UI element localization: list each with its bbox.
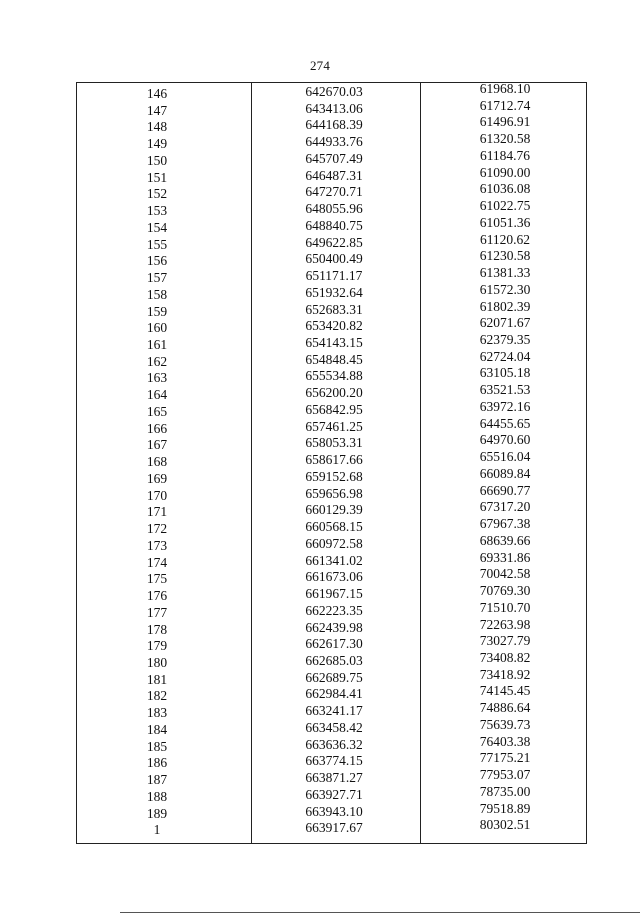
x-coordinate-cell: 663774.15: [305, 753, 363, 769]
y-coordinate-cell: 61496.91: [479, 114, 531, 130]
x-coordinate-cell: 663636.32: [305, 736, 363, 752]
x-coordinate-cell: 661673.06: [305, 569, 363, 585]
point-number-cell: 157: [146, 270, 168, 286]
y-coordinate-cell: 75639.73: [479, 716, 531, 732]
x-coordinate-cell: 663927.71: [305, 786, 363, 802]
y-coordinate-cell: 77175.21: [479, 750, 531, 766]
x-coordinate-cell: 644168.39: [305, 117, 363, 133]
x-coordinate-cell: 662439.98: [305, 619, 363, 635]
x-coordinate-cell: 661967.15: [305, 586, 363, 602]
point-number-cell: 184: [146, 721, 168, 737]
page-number: 274: [309, 58, 331, 73]
point-number-cell: 160: [146, 320, 168, 336]
x-coordinate-cell: 662617.30: [305, 636, 363, 652]
y-coordinate-cell: 70042.58: [479, 566, 531, 582]
y-coordinate-cell: 64455.65: [479, 415, 531, 431]
y-coordinate-cell: 61712.74: [479, 97, 531, 113]
point-number-cell: 176: [146, 588, 168, 604]
point-number-cell: 149: [146, 136, 168, 152]
y-coordinate-cell: 61802.39: [479, 298, 531, 314]
y-coordinate-cell: 66089.84: [479, 465, 531, 481]
y-coordinate-cell: 61051.36: [479, 214, 531, 230]
y-coordinate-cell: 62379.35: [479, 332, 531, 348]
point-number-cell: 165: [146, 403, 168, 419]
x-coordinate-cell: 660129.39: [305, 502, 363, 518]
coordinate-table: [76, 82, 587, 844]
x-coordinate-cell: 660568.15: [305, 519, 363, 535]
y-coordinate-cell: 61090.00: [479, 164, 531, 180]
point-number-cell: 171: [146, 504, 168, 520]
x-coordinate-cell: 651171.17: [305, 268, 363, 284]
x-coordinate-cell: 652683.31: [305, 301, 363, 317]
y-coordinate-cell: 61381.33: [479, 265, 531, 281]
x-coordinate-cell: 654848.45: [305, 351, 363, 367]
x-coordinate-cell: 659656.98: [305, 485, 363, 501]
point-number-cell: 189: [146, 805, 168, 821]
point-number-cell: 147: [146, 102, 168, 118]
x-coordinate-cell: 643413.06: [305, 100, 363, 116]
x-coordinate-cell: 654143.15: [305, 335, 363, 351]
point-number-cell: 164: [146, 387, 168, 403]
x-coordinate-cell: 650400.49: [305, 251, 363, 267]
point-number-cell: 180: [146, 654, 168, 670]
y-coordinate-cell: 63105.18: [479, 365, 531, 381]
point-number-cell: 182: [146, 688, 168, 704]
x-coordinate-cell: 662689.75: [305, 669, 363, 685]
point-number-cell: 167: [146, 437, 168, 453]
y-coordinate-cell: 61184.76: [479, 147, 531, 163]
x-coordinate-cell: 660972.58: [305, 535, 363, 551]
point-number-cell: 161: [146, 337, 168, 353]
x-coordinate-cell: 657461.25: [305, 418, 363, 434]
y-coordinate-cell: 67317.20: [479, 499, 531, 515]
point-number-cell: 166: [146, 420, 168, 436]
y-coordinate-cell: 61120.62: [479, 231, 531, 247]
point-number-cell: 156: [146, 253, 168, 269]
y-coordinate-cell: 77953.07: [479, 767, 531, 783]
point-number-cell: 168: [146, 454, 168, 470]
x-coordinate-cell: 661341.02: [305, 552, 363, 568]
y-coordinate-cell: 62071.67: [479, 315, 531, 331]
point-number-cell: 174: [146, 554, 168, 570]
y-coordinate-cell: 80302.51: [479, 817, 531, 833]
point-number-cell: 175: [146, 571, 168, 587]
x-coordinate-cell: 662685.03: [305, 652, 363, 668]
y-coordinate-cell: 78735.00: [479, 783, 531, 799]
x-coordinate-cell: 644933.76: [305, 134, 363, 150]
point-number-cell: 162: [146, 353, 168, 369]
y-coordinate-cell: 65516.04: [479, 449, 531, 465]
x-coordinate-cell: 646487.31: [305, 167, 363, 183]
point-number-cell: 151: [146, 169, 168, 185]
point-number-cell: 163: [146, 370, 168, 386]
point-number-cell: 169: [146, 470, 168, 486]
point-number-cell: 188: [146, 788, 168, 804]
x-coordinate-cell: 663943.10: [305, 803, 363, 819]
x-coordinate-cell: 651932.64: [305, 284, 363, 300]
x-coordinate-cell: 659152.68: [305, 468, 363, 484]
x-coordinate-cell: 663917.67: [305, 820, 363, 836]
y-coordinate-cell: 76403.38: [479, 733, 531, 749]
point-number-cell: 178: [146, 621, 168, 637]
y-coordinate-cell: 61968.10: [479, 81, 531, 96]
y-coordinate-cell: 67967.38: [479, 516, 531, 532]
y-coordinate-cell: 62724.04: [479, 348, 531, 364]
point-number-cell: 1: [153, 822, 161, 838]
y-coordinate-cell: 63521.53: [479, 382, 531, 398]
y-coordinate-cell: 61320.58: [479, 131, 531, 147]
y-coordinate-cell: 61036.08: [479, 181, 531, 197]
x-coordinate-cell: 656200.20: [305, 385, 363, 401]
x-coordinate-cell: 653420.82: [305, 318, 363, 334]
y-coordinate-cell: 79518.89: [479, 800, 531, 816]
x-coordinate-cell: 642670.03: [305, 84, 363, 99]
x-coordinate-cell: 656842.95: [305, 401, 363, 417]
y-coordinate-cell: 73408.82: [479, 649, 531, 665]
y-coordinate-cell: 74886.64: [479, 700, 531, 716]
point-number-cell: 154: [146, 219, 168, 235]
point-number-cell: 185: [146, 738, 168, 754]
y-coordinate-cell: 63972.16: [479, 398, 531, 414]
y-coordinate-cell: 70769.30: [479, 583, 531, 599]
point-number-cell: 179: [146, 638, 168, 654]
table-row: [77, 817, 586, 838]
y-coordinate-cell: 69331.86: [479, 549, 531, 565]
point-number-cell: 177: [146, 604, 168, 620]
point-number-cell: 173: [146, 537, 168, 553]
x-coordinate-cell: 647270.71: [305, 184, 363, 200]
x-coordinate-cell: 663871.27: [305, 770, 363, 786]
y-coordinate-cell: 73418.92: [479, 666, 531, 682]
y-coordinate-cell: 74145.45: [479, 683, 531, 699]
y-coordinate-cell: 66690.77: [479, 482, 531, 498]
point-number-cell: 181: [146, 671, 168, 687]
x-coordinate-cell: 648840.75: [305, 217, 363, 233]
point-number-cell: 172: [146, 521, 168, 537]
point-number-cell: 153: [146, 203, 168, 219]
point-number-cell: 158: [146, 286, 168, 302]
point-number-cell: 152: [146, 186, 168, 202]
point-number-cell: 186: [146, 755, 168, 771]
bottom-rule: [120, 912, 640, 913]
y-coordinate-cell: 61572.30: [479, 281, 531, 297]
x-coordinate-cell: 662223.35: [305, 602, 363, 618]
x-coordinate-cell: 648055.96: [305, 201, 363, 217]
x-coordinate-cell: 649622.85: [305, 234, 363, 250]
point-number-cell: 146: [146, 86, 168, 101]
x-coordinate-cell: 655534.88: [305, 368, 363, 384]
x-coordinate-cell: 662984.41: [305, 686, 363, 702]
point-number-cell: 150: [146, 152, 168, 168]
x-coordinate-cell: 658617.66: [305, 452, 363, 468]
table-body: [77, 81, 586, 843]
y-coordinate-cell: 64970.60: [479, 432, 531, 448]
point-number-cell: 159: [146, 303, 168, 319]
y-coordinate-cell: 71510.70: [479, 599, 531, 615]
point-number-cell: 148: [146, 119, 168, 135]
point-number-cell: 183: [146, 705, 168, 721]
y-coordinate-cell: 61230.58: [479, 248, 531, 264]
y-coordinate-cell: 68639.66: [479, 532, 531, 548]
x-coordinate-cell: 645707.49: [305, 150, 363, 166]
point-number-cell: 187: [146, 772, 168, 788]
x-coordinate-cell: 658053.31: [305, 435, 363, 451]
y-coordinate-cell: 72263.98: [479, 616, 531, 632]
x-coordinate-cell: 663458.42: [305, 719, 363, 735]
y-coordinate-cell: 73027.79: [479, 633, 531, 649]
point-number-cell: 155: [146, 236, 168, 252]
y-coordinate-cell: 61022.75: [479, 198, 531, 214]
x-coordinate-cell: 663241.17: [305, 703, 363, 719]
point-number-cell: 170: [146, 487, 168, 503]
